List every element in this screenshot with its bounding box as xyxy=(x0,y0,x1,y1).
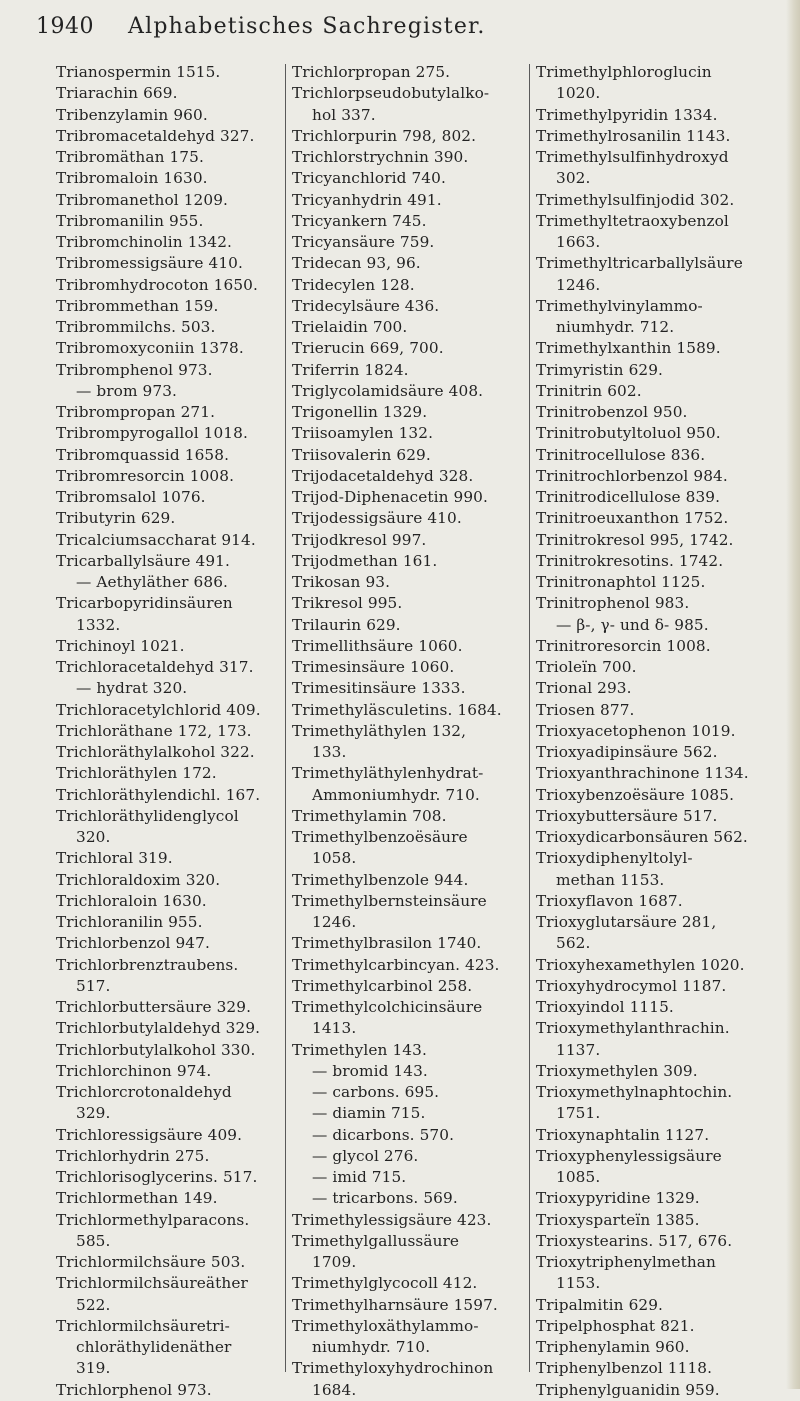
index-entry: Triphenylbenzol 1118. xyxy=(536,1359,713,1378)
index-entry: Trianospermin 1515. xyxy=(56,63,221,81)
index-entry: Tribromhydrocoton 1650. xyxy=(56,275,258,294)
index-entry: Trichlorbutylaldehyd 329. xyxy=(56,1019,261,1038)
index-entry: Trilaurin 629. xyxy=(292,615,401,634)
index-entry: Trioxyflavon 1687. xyxy=(536,891,683,910)
index-entry: Trimesitinsäure 1333. xyxy=(292,679,466,698)
index-entry: Trichlorcrotonaldehyd xyxy=(56,1083,232,1101)
index-entry: Trimethyloxyhydrochinon xyxy=(292,1359,494,1378)
index-entry: Trichlorisoglycerins. 517. xyxy=(56,1168,258,1186)
index-entry: Trichloräthylalkohol 322. xyxy=(56,743,255,761)
index-entry: Trioxystearins. 517, 676. xyxy=(536,1231,733,1250)
index-entry: Tribrompropan 271. xyxy=(56,403,216,421)
index-entry: Tribenzylamin 960. xyxy=(56,105,208,124)
index-entry-continuation: 1058. xyxy=(312,849,357,868)
index-entry: Trichlorpseudobutylalko- xyxy=(292,84,490,103)
index-entry: Triferrin 1824. xyxy=(292,360,409,379)
index-entry: Trioxydicarbonsäuren 562. xyxy=(536,828,748,846)
index-entry: Trichlormethan 149. xyxy=(56,1189,218,1208)
index-entry: Trimyristin 629. xyxy=(536,360,664,379)
index-entry: Trimethylcolchicinsäure xyxy=(292,998,483,1016)
index-entry: Trioxydiphenyltolyl- xyxy=(536,849,693,868)
index-entry: Trimethylbrasilon 1740. xyxy=(292,934,482,953)
index-entry-continuation: 302. xyxy=(556,169,591,188)
index-entry: Trichloranilin 955. xyxy=(56,913,203,931)
index-entry: Trioxyphenylessigsäure xyxy=(536,1146,722,1165)
index-entry-continuation: — diamin 715. xyxy=(312,1104,426,1123)
index-entry-continuation: 1085. xyxy=(556,1168,601,1186)
index-entry: Tribrommethan 159. xyxy=(56,296,219,315)
column-rule xyxy=(529,64,530,1372)
index-entry: Trichlorphenol 973. xyxy=(56,1380,212,1399)
index-entry: Trichlormilchsäuretri- xyxy=(56,1316,230,1335)
index-entry: Tridecylen 128. xyxy=(292,275,415,294)
index-entry: Trimellithsäure 1060. xyxy=(292,636,463,655)
index-entry: Trimethyläthylenhydrat- xyxy=(292,764,484,783)
index-entry: Trimethylamin 708. xyxy=(292,806,447,825)
index-entry-continuation: 1413. xyxy=(312,1019,357,1038)
index-entry: Trichloräthylidenglycol xyxy=(56,806,239,825)
index-entry-continuation: hol 337. xyxy=(312,105,376,124)
index-entry: Tricalciumsaccharat 914. xyxy=(56,530,256,549)
index-entry-continuation: 562. xyxy=(556,934,591,953)
index-entry: Trinitrokresotins. 1742. xyxy=(536,551,724,570)
page-year: 1940 xyxy=(36,14,94,39)
index-entry: Trinitrodicellulose 839. xyxy=(536,488,721,506)
index-entry: Trimethylharnsäure 1597. xyxy=(292,1295,498,1314)
index-entry: Trimethylglycocoll 412. xyxy=(292,1274,478,1293)
index-entry: Trioxymethylen 309. xyxy=(536,1061,698,1080)
index-entry-continuation: niumhydr. 712. xyxy=(556,318,675,336)
index-entry: Triosen 877. xyxy=(536,700,635,719)
index-entry-continuation: — β-, γ- und δ- 985. xyxy=(556,615,709,634)
index-entry: Trimethyltricarballylsäure xyxy=(536,254,743,273)
index-entry: Trichloräthane 172, 173. xyxy=(56,721,252,740)
index-entry-continuation: Ammoniumhydr. 710. xyxy=(312,785,480,804)
index-entry-continuation: — dicarbons. 570. xyxy=(312,1125,455,1144)
index-entry: Trimethylbenzole 944. xyxy=(292,870,469,889)
index-entry: Trinitrochlorbenzol 984. xyxy=(536,466,728,485)
index-entry-continuation: 133. xyxy=(312,743,347,761)
index-entry: Trichloraldoxim 320. xyxy=(56,870,221,889)
index-entry: Trielaidin 700. xyxy=(292,318,408,336)
index-entry-continuation: — hydrat 320. xyxy=(76,679,188,698)
index-entry: Trinitronaphtol 1125. xyxy=(536,573,706,591)
index-entry: Trikresol 995. xyxy=(292,594,403,613)
index-entry: Trimethylen 143. xyxy=(292,1040,427,1059)
index-entry: Trichlormilchsäure 503. xyxy=(56,1253,246,1271)
index-entry: Trichloracetaldehyd 317. xyxy=(56,658,254,676)
index-entry-continuation: 522. xyxy=(76,1295,111,1314)
index-entry: Triphenylamin 960. xyxy=(536,1338,690,1356)
index-entry: Tricarbopyridinsäuren xyxy=(56,594,233,613)
index-entry: Tridecylsäure 436. xyxy=(292,296,440,315)
index-entry: Trimethylbernsteinsäure xyxy=(292,891,487,910)
index-entry: Trichloräthylendichl. 167. xyxy=(56,785,261,804)
index-entry: Trioleïn 700. xyxy=(536,658,637,676)
index-entry: Trichloracetylchlorid 409. xyxy=(56,700,261,719)
index-entry: Trichloräthylen 172. xyxy=(56,764,217,783)
index-entry: Trioxyhexamethylen 1020. xyxy=(536,955,745,974)
index-entry: Trijodacetaldehyd 328. xyxy=(292,466,474,485)
index-entry: Trichloraloin 1630. xyxy=(56,891,207,910)
index-entry: Tricyanchlorid 740. xyxy=(292,169,446,188)
index-entry: Trioxyglutarsäure 281, xyxy=(536,913,717,931)
index-entry: Tricyanhydrin 491. xyxy=(292,190,442,209)
index-entry: Trimethylvinylammo- xyxy=(536,296,703,315)
index-entry: Trichlormilchsäureäther xyxy=(56,1274,248,1293)
index-entry: Tribromacetaldehyd 327. xyxy=(56,126,255,145)
index-entry-continuation: 1332. xyxy=(76,615,121,634)
index-entry: Trierucin 669, 700. xyxy=(292,339,444,358)
index-entry: Trioxymethylnaphtochin. xyxy=(536,1083,733,1101)
index-entry-continuation: — brom 973. xyxy=(76,381,178,400)
index-entry: Trichlormethylparacons. xyxy=(56,1210,250,1229)
index-entry: Triglycolamidsäure 408. xyxy=(292,381,484,400)
index-entry: Trinitrin 602. xyxy=(536,381,642,400)
index-entry-continuation: — glycol 276. xyxy=(312,1146,419,1165)
index-entry: Trimethyltetraoxybenzol xyxy=(536,211,729,230)
index-column-1 xyxy=(56,62,284,1401)
index-entry: Trimethylcarbinol 258. xyxy=(292,976,473,995)
index-entry: Trimethyloxäthylammo- xyxy=(292,1316,479,1335)
index-entry: Tribrompyrogallol 1018. xyxy=(56,424,248,443)
index-entry-continuation: 585. xyxy=(76,1231,111,1250)
index-entry-continuation: chloräthylidenäther xyxy=(76,1338,232,1356)
index-entry: Tribromphenol 973. xyxy=(56,360,213,379)
index-column-2 xyxy=(292,62,524,1401)
index-entry: Trikosan 93. xyxy=(292,573,391,591)
index-entry-continuation: 1153. xyxy=(556,1274,601,1293)
index-entry: Tribromchinolin 1342. xyxy=(56,233,232,251)
index-entry: Trijodessigsäure 410. xyxy=(292,509,462,528)
index-entry-continuation: — Aethyläther 686. xyxy=(76,573,228,591)
index-entry-continuation: 1020. xyxy=(556,84,601,103)
index-entry: Trichloressigsäure 409. xyxy=(56,1125,243,1144)
index-entry-continuation: 329. xyxy=(76,1104,111,1123)
index-entry: Trigonellin 1329. xyxy=(292,403,428,421)
index-entry: Trijodkresol 997. xyxy=(292,530,427,549)
index-entry: Trijodmethan 161. xyxy=(292,551,438,570)
index-entry: Trimethylgallussäure xyxy=(292,1231,460,1250)
index-entry: Tribromäthan 175. xyxy=(56,148,204,166)
page-title: Alphabetisches Sachregister. xyxy=(128,14,486,39)
index-entry: Trichloral 319. xyxy=(56,849,173,868)
index-entry: Trioxybuttersäure 517. xyxy=(536,806,718,825)
index-entry: Trinitroresorcin 1008. xyxy=(536,636,711,655)
index-entry-continuation: methan 1153. xyxy=(556,870,665,889)
index-entry: Trimesinsäure 1060. xyxy=(292,658,455,676)
index-entry: Trional 293. xyxy=(536,679,632,698)
index-entry: Tribromsalol 1076. xyxy=(56,488,206,506)
index-entry: Trimethylsulfinjodid 302. xyxy=(536,190,735,209)
index-entry-continuation: 320. xyxy=(76,828,111,846)
index-entry: Trichlorstrychnin 390. xyxy=(292,148,469,166)
index-entry: Tributyrin 629. xyxy=(56,509,176,528)
index-entry: Trimethylbenzoësäure xyxy=(292,828,468,846)
index-entry-continuation: — imid 715. xyxy=(312,1168,407,1186)
index-entry: Tricarballylsäure 491. xyxy=(56,551,230,570)
index-entry-continuation: 319. xyxy=(76,1359,111,1378)
index-column-3 xyxy=(536,62,786,1401)
index-entry-continuation: — carbons. 695. xyxy=(312,1083,440,1101)
index-entry: Trinitrobenzol 950. xyxy=(536,403,688,421)
index-entry: Trimethyläsculetins. 1684. xyxy=(292,700,502,719)
index-entry: Triphenylguanidin 959. xyxy=(536,1380,720,1399)
index-entry-continuation: — tricarbons. 569. xyxy=(312,1189,458,1208)
index-entry-continuation: — bromid 143. xyxy=(312,1061,428,1080)
index-entry: Trichlorpurin 798, 802. xyxy=(292,126,477,145)
index-entry: Trichlorhydrin 275. xyxy=(56,1146,210,1165)
index-entry: Trimethyläthylen 132, xyxy=(292,721,467,740)
index-entry: Trimethylrosanilin 1143. xyxy=(536,126,731,145)
index-entry-continuation: 517. xyxy=(76,976,111,995)
index-entry: Trimethylessigsäure 423. xyxy=(292,1210,492,1229)
index-entry: Trioxysparteïn 1385. xyxy=(536,1210,700,1229)
index-entry: Trichlorbenzol 947. xyxy=(56,934,210,953)
index-entry: Trimethylsulfinhydroxyd xyxy=(536,148,729,166)
index-entry-continuation: 1709. xyxy=(312,1253,357,1271)
index-entry-continuation: 1684. xyxy=(312,1380,357,1399)
index-entry: Trioxypyridine 1329. xyxy=(536,1189,700,1208)
index-entry: Triisoamylen 132. xyxy=(292,424,434,443)
index-entry: Trioxybenzoësäure 1085. xyxy=(536,785,735,804)
index-entry: Trijod-Diphenacetin 990. xyxy=(292,488,488,506)
index-entry: Tricyansäure 759. xyxy=(292,233,435,251)
index-entry: Tricyankern 745. xyxy=(292,211,427,230)
index-entry: Trichlorbutylalkohol 330. xyxy=(56,1040,256,1059)
index-entry: Trioxyanthrachinone 1134. xyxy=(536,764,749,783)
index-entry-continuation: 1663. xyxy=(556,233,601,251)
index-entry: Tribromresorcin 1008. xyxy=(56,466,235,485)
index-entry: Tribromessigsäure 410. xyxy=(56,254,243,273)
index-entry: Trichlorbrenztraubens. xyxy=(56,955,239,974)
index-entry: Trimethylcarbincyan. 423. xyxy=(292,955,500,974)
index-entry: Trioxyadipinsäure 562. xyxy=(536,743,718,761)
index-entry: Trioxyindol 1115. xyxy=(536,998,674,1016)
index-entry-continuation: 1246. xyxy=(312,913,357,931)
index-entry: Tripalmitin 629. xyxy=(536,1295,664,1314)
index-entry: Trichinoyl 1021. xyxy=(56,636,185,655)
index-entry: Trinitrocellulose 836. xyxy=(536,445,706,464)
index-entry: Tridecan 93, 96. xyxy=(292,254,421,273)
index-entry: Tribromaloin 1630. xyxy=(56,169,208,188)
index-entry: Trioxynaphtalin 1127. xyxy=(536,1125,710,1144)
index-entry: Trichlorchinon 974. xyxy=(56,1061,212,1080)
index-entry: Trioxymethylanthrachin. xyxy=(536,1019,730,1038)
index-entry-continuation: niumhydr. 710. xyxy=(312,1338,431,1356)
index-entry: Trinitrobutyltoluol 950. xyxy=(536,424,721,443)
index-entry: Trimethylphloroglucin xyxy=(536,63,712,81)
index-entry: Tribromanethol 1209. xyxy=(56,190,229,209)
index-entry: Tribrommilchs. 503. xyxy=(56,318,216,336)
column-rule xyxy=(285,64,286,1372)
index-entry-continuation: 1246. xyxy=(556,275,601,294)
index-entry: Tribromanilin 955. xyxy=(56,211,204,230)
index-entry: Trinitroeuxanthon 1752. xyxy=(536,509,729,528)
index-entry: Trioxyhydrocymol 1187. xyxy=(536,976,727,995)
index-entry: Trinitrophenol 983. xyxy=(536,594,690,613)
index-entry-continuation: 1751. xyxy=(556,1104,601,1123)
index-entry: Trichlorbuttersäure 329. xyxy=(56,998,252,1016)
index-entry: Tribromquassid 1658. xyxy=(56,445,230,464)
index-entry: Triarachin 669. xyxy=(56,84,178,103)
index-entry: Trioxytriphenylmethan xyxy=(536,1253,716,1271)
index-entry: Tribromoxyconiin 1378. xyxy=(56,339,244,358)
index-entry-continuation: 1137. xyxy=(556,1040,601,1059)
page-header xyxy=(36,14,770,48)
index-entry: Trichlorpropan 275. xyxy=(292,63,451,81)
index-entry: Trinitrokresol 995, 1742. xyxy=(536,530,734,549)
index-entry: Triisovalerin 629. xyxy=(292,445,431,464)
index-entry: Trimethylpyridin 1334. xyxy=(536,105,718,124)
index-entry: Tripelphosphat 821. xyxy=(536,1316,695,1335)
index-entry: Trioxyacetophenon 1019. xyxy=(536,721,736,740)
page-edge xyxy=(786,0,800,1389)
index-entry: Trimethylxanthin 1589. xyxy=(536,339,721,358)
